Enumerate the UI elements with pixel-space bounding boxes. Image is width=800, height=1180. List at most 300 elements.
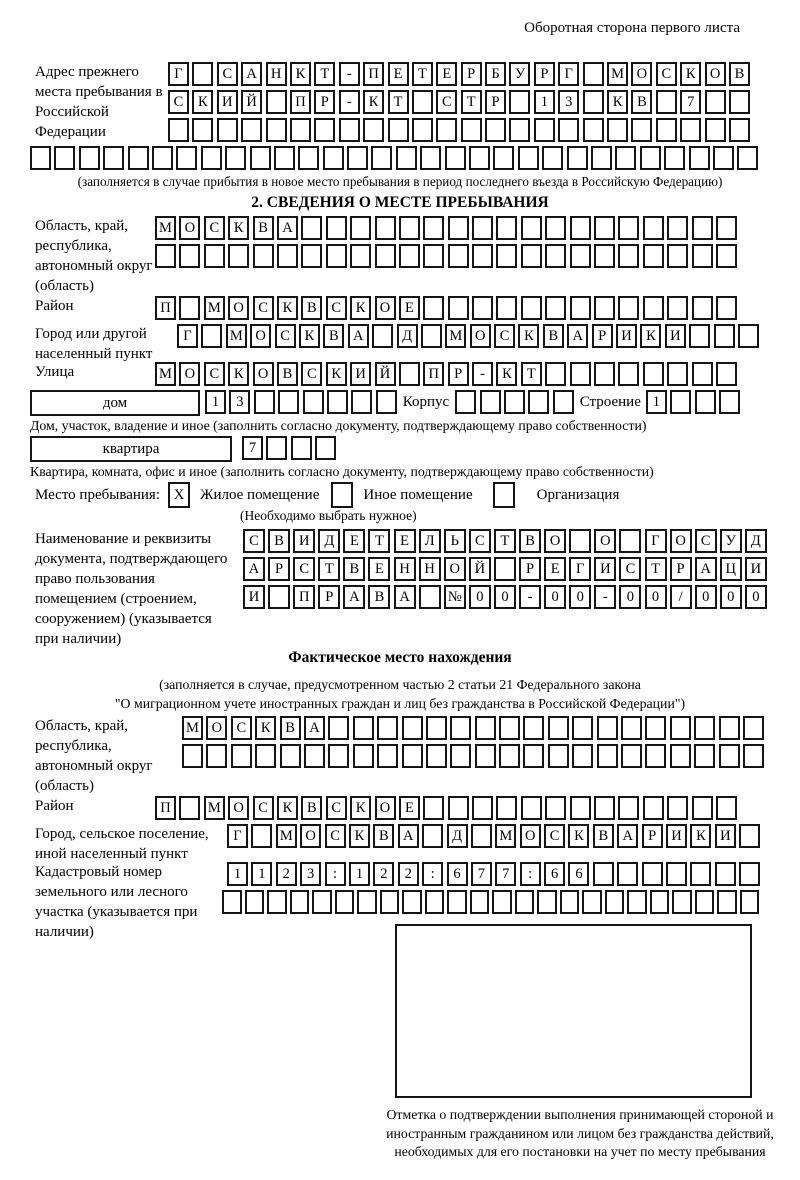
char-cell[interactable] <box>692 796 713 820</box>
char-cell[interactable] <box>402 744 423 768</box>
char-cell[interactable] <box>472 244 493 268</box>
char-cell[interactable]: К <box>518 324 539 348</box>
organizatsiya-checkbox[interactable] <box>493 482 515 508</box>
char-cell[interactable] <box>621 744 642 768</box>
char-cell[interactable]: О <box>670 529 692 553</box>
char-cell[interactable] <box>30 146 51 170</box>
char-cell[interactable] <box>422 824 443 848</box>
char-cell[interactable] <box>572 716 593 740</box>
char-cell[interactable] <box>328 716 349 740</box>
char-cell[interactable] <box>521 216 542 240</box>
char-cell[interactable] <box>499 716 520 740</box>
char-cell[interactable] <box>315 436 336 460</box>
char-cell[interactable] <box>534 118 555 142</box>
char-cell[interactable] <box>231 744 252 768</box>
char-cell[interactable]: О <box>375 796 396 820</box>
char-cell[interactable]: М <box>155 216 176 240</box>
char-cell[interactable] <box>545 244 566 268</box>
char-cell[interactable] <box>738 324 759 348</box>
char-cell[interactable]: К <box>690 824 711 848</box>
char-cell[interactable]: Т <box>318 557 340 581</box>
char-cell[interactable] <box>412 90 433 114</box>
char-cell[interactable]: : <box>325 862 346 886</box>
char-cell[interactable]: 0 <box>469 585 491 609</box>
char-cell[interactable] <box>716 296 737 320</box>
char-cell[interactable]: 0 <box>645 585 667 609</box>
char-cell[interactable]: О <box>206 716 227 740</box>
char-cell[interactable]: М <box>495 824 516 848</box>
char-cell[interactable] <box>323 146 344 170</box>
char-cell[interactable] <box>666 862 687 886</box>
char-cell[interactable]: К <box>228 216 249 240</box>
char-cell[interactable] <box>375 244 396 268</box>
char-cell[interactable]: П <box>293 585 315 609</box>
char-cell[interactable] <box>619 529 641 553</box>
char-cell[interactable] <box>327 390 348 414</box>
char-cell[interactable] <box>351 390 372 414</box>
char-cell[interactable]: К <box>680 62 701 86</box>
char-cell[interactable]: С <box>301 362 322 386</box>
char-cell[interactable] <box>469 146 490 170</box>
char-cell[interactable]: С <box>275 324 296 348</box>
char-cell[interactable] <box>523 716 544 740</box>
char-cell[interactable]: П <box>155 296 176 320</box>
char-cell[interactable] <box>509 90 530 114</box>
char-cell[interactable] <box>192 62 213 86</box>
char-cell[interactable] <box>667 362 688 386</box>
char-cell[interactable]: Р <box>268 557 290 581</box>
char-cell[interactable]: И <box>715 824 736 848</box>
char-cell[interactable] <box>312 890 332 914</box>
char-cell[interactable] <box>667 216 688 240</box>
char-cell[interactable] <box>496 296 517 320</box>
char-cell[interactable]: И <box>745 557 767 581</box>
char-cell[interactable] <box>461 118 482 142</box>
char-cell[interactable]: 0 <box>569 585 591 609</box>
char-cell[interactable]: А <box>394 585 416 609</box>
char-cell[interactable]: 0 <box>494 585 516 609</box>
char-cell[interactable] <box>423 216 444 240</box>
char-cell[interactable] <box>643 244 664 268</box>
char-cell[interactable]: В <box>543 324 564 348</box>
char-cell[interactable] <box>670 716 691 740</box>
char-cell[interactable]: 1 <box>251 862 272 886</box>
char-cell[interactable] <box>558 118 579 142</box>
char-cell[interactable] <box>335 890 355 914</box>
char-cell[interactable] <box>645 744 666 768</box>
char-cell[interactable]: 3 <box>229 390 250 414</box>
char-cell[interactable] <box>605 890 625 914</box>
char-cell[interactable]: Г <box>168 62 189 86</box>
char-cell[interactable] <box>743 716 764 740</box>
char-cell[interactable]: В <box>277 362 298 386</box>
char-cell[interactable] <box>326 216 347 240</box>
char-cell[interactable]: М <box>182 716 203 740</box>
char-cell[interactable]: Ь <box>444 529 466 553</box>
char-cell[interactable] <box>499 744 520 768</box>
char-cell[interactable]: М <box>445 324 466 348</box>
char-cell[interactable]: Е <box>544 557 566 581</box>
char-cell[interactable] <box>643 796 664 820</box>
char-cell[interactable] <box>412 118 433 142</box>
char-cell[interactable]: 1 <box>349 862 370 886</box>
char-cell[interactable] <box>496 796 517 820</box>
char-cell[interactable] <box>372 324 393 348</box>
char-cell[interactable]: 2 <box>373 862 394 886</box>
char-cell[interactable] <box>353 716 374 740</box>
char-cell[interactable] <box>548 716 569 740</box>
char-cell[interactable]: Р <box>534 62 555 86</box>
char-cell[interactable]: В <box>373 824 394 848</box>
char-cell[interactable] <box>548 744 569 768</box>
char-cell[interactable]: В <box>368 585 390 609</box>
char-cell[interactable]: Р <box>318 585 340 609</box>
char-cell[interactable]: И <box>665 324 686 348</box>
char-cell[interactable] <box>545 216 566 240</box>
char-cell[interactable] <box>277 244 298 268</box>
char-cell[interactable]: Г <box>645 529 667 553</box>
char-cell[interactable]: П <box>155 796 176 820</box>
char-cell[interactable] <box>426 744 447 768</box>
char-cell[interactable] <box>280 744 301 768</box>
char-cell[interactable]: Т <box>461 90 482 114</box>
char-cell[interactable] <box>664 146 685 170</box>
char-cell[interactable]: 6 <box>568 862 589 886</box>
char-cell[interactable] <box>222 890 242 914</box>
char-cell[interactable]: Р <box>461 62 482 86</box>
kvartira-type-box[interactable]: квартира <box>30 436 232 462</box>
char-cell[interactable]: 1 <box>227 862 248 886</box>
char-cell[interactable] <box>729 90 750 114</box>
char-cell[interactable]: О <box>179 362 200 386</box>
char-cell[interactable]: О <box>375 296 396 320</box>
char-cell[interactable] <box>448 796 469 820</box>
char-cell[interactable] <box>492 890 512 914</box>
char-cell[interactable] <box>426 716 447 740</box>
char-cell[interactable]: Д <box>397 324 418 348</box>
char-cell[interactable] <box>570 244 591 268</box>
char-cell[interactable] <box>714 324 735 348</box>
char-cell[interactable] <box>423 244 444 268</box>
char-cell[interactable] <box>719 744 740 768</box>
char-cell[interactable] <box>328 744 349 768</box>
char-cell[interactable]: / <box>670 585 692 609</box>
char-cell[interactable] <box>485 118 506 142</box>
char-cell[interactable] <box>643 216 664 240</box>
char-cell[interactable]: Т <box>645 557 667 581</box>
char-cell[interactable]: С <box>544 824 565 848</box>
char-cell[interactable] <box>353 744 374 768</box>
char-cell[interactable] <box>399 216 420 240</box>
char-cell[interactable] <box>472 796 493 820</box>
char-cell[interactable] <box>572 744 593 768</box>
char-cell[interactable] <box>716 796 737 820</box>
char-cell[interactable] <box>719 390 740 414</box>
char-cell[interactable] <box>528 390 549 414</box>
char-cell[interactable] <box>737 146 758 170</box>
char-cell[interactable]: С <box>253 296 274 320</box>
char-cell[interactable] <box>667 244 688 268</box>
char-cell[interactable] <box>155 244 176 268</box>
char-cell[interactable]: С <box>243 529 265 553</box>
char-cell[interactable]: И <box>616 324 637 348</box>
char-cell[interactable]: С <box>619 557 641 581</box>
char-cell[interactable]: С <box>168 90 189 114</box>
char-cell[interactable]: 1 <box>646 390 667 414</box>
char-cell[interactable] <box>570 296 591 320</box>
char-cell[interactable] <box>402 716 423 740</box>
char-cell[interactable] <box>201 146 222 170</box>
char-cell[interactable] <box>739 824 760 848</box>
char-cell[interactable] <box>643 296 664 320</box>
char-cell[interactable] <box>667 796 688 820</box>
char-cell[interactable] <box>537 890 557 914</box>
char-cell[interactable] <box>423 796 444 820</box>
char-cell[interactable]: О <box>544 529 566 553</box>
char-cell[interactable] <box>656 90 677 114</box>
char-cell[interactable]: Г <box>177 324 198 348</box>
char-cell[interactable]: Р <box>592 324 613 348</box>
char-cell[interactable] <box>521 796 542 820</box>
char-cell[interactable]: Н <box>419 557 441 581</box>
char-cell[interactable]: К <box>568 824 589 848</box>
char-cell[interactable]: О <box>631 62 652 86</box>
char-cell[interactable]: А <box>348 324 369 348</box>
char-cell[interactable]: Д <box>447 824 468 848</box>
char-cell[interactable] <box>570 216 591 240</box>
char-cell[interactable] <box>228 244 249 268</box>
char-cell[interactable] <box>251 824 272 848</box>
inoe-checkbox[interactable] <box>331 482 353 508</box>
char-cell[interactable]: О <box>300 824 321 848</box>
char-cell[interactable]: 0 <box>745 585 767 609</box>
char-cell[interactable] <box>399 244 420 268</box>
char-cell[interactable]: И <box>350 362 371 386</box>
char-cell[interactable]: С <box>253 796 274 820</box>
char-cell[interactable] <box>371 146 392 170</box>
char-cell[interactable] <box>542 146 563 170</box>
char-cell[interactable]: О <box>444 557 466 581</box>
char-cell[interactable] <box>567 146 588 170</box>
char-cell[interactable]: С <box>656 62 677 86</box>
char-cell[interactable] <box>740 890 760 914</box>
char-cell[interactable]: Т <box>412 62 433 86</box>
char-cell[interactable] <box>179 796 200 820</box>
char-cell[interactable] <box>225 146 246 170</box>
char-cell[interactable]: О <box>179 216 200 240</box>
char-cell[interactable]: И <box>293 529 315 553</box>
char-cell[interactable] <box>594 244 615 268</box>
char-cell[interactable]: К <box>290 62 311 86</box>
char-cell[interactable] <box>729 118 750 142</box>
char-cell[interactable] <box>152 146 173 170</box>
char-cell[interactable]: В <box>631 90 652 114</box>
char-cell[interactable] <box>375 216 396 240</box>
char-cell[interactable]: - <box>339 62 360 86</box>
char-cell[interactable]: М <box>204 796 225 820</box>
char-cell[interactable]: К <box>299 324 320 348</box>
char-cell[interactable] <box>421 324 442 348</box>
char-cell[interactable] <box>363 118 384 142</box>
char-cell[interactable]: 7 <box>471 862 492 886</box>
char-cell[interactable] <box>182 744 203 768</box>
char-cell[interactable] <box>254 390 275 414</box>
char-cell[interactable] <box>582 890 602 914</box>
char-cell[interactable]: И <box>666 824 687 848</box>
char-cell[interactable]: Б <box>485 62 506 86</box>
char-cell[interactable] <box>515 890 535 914</box>
char-cell[interactable] <box>455 390 476 414</box>
char-cell[interactable]: П <box>363 62 384 86</box>
char-cell[interactable] <box>103 146 124 170</box>
char-cell[interactable]: 6 <box>447 862 468 886</box>
char-cell[interactable] <box>594 216 615 240</box>
char-cell[interactable] <box>643 362 664 386</box>
char-cell[interactable]: М <box>276 824 297 848</box>
char-cell[interactable] <box>314 118 335 142</box>
char-cell[interactable]: - <box>594 585 616 609</box>
char-cell[interactable]: А <box>304 716 325 740</box>
char-cell[interactable] <box>388 118 409 142</box>
char-cell[interactable]: 7 <box>242 436 263 460</box>
char-cell[interactable]: Й <box>375 362 396 386</box>
char-cell[interactable] <box>594 362 615 386</box>
char-cell[interactable]: Т <box>314 62 335 86</box>
char-cell[interactable]: В <box>343 557 365 581</box>
char-cell[interactable]: - <box>519 585 541 609</box>
char-cell[interactable]: 6 <box>544 862 565 886</box>
char-cell[interactable] <box>618 796 639 820</box>
char-cell[interactable]: Ц <box>720 557 742 581</box>
char-cell[interactable] <box>523 744 544 768</box>
char-cell[interactable] <box>713 146 734 170</box>
char-cell[interactable] <box>357 890 377 914</box>
char-cell[interactable]: Е <box>399 796 420 820</box>
char-cell[interactable]: Р <box>670 557 692 581</box>
char-cell[interactable]: М <box>204 296 225 320</box>
char-cell[interactable]: О <box>228 796 249 820</box>
char-cell[interactable] <box>591 146 612 170</box>
char-cell[interactable] <box>470 890 490 914</box>
char-cell[interactable]: В <box>280 716 301 740</box>
char-cell[interactable] <box>618 362 639 386</box>
char-cell[interactable] <box>509 118 530 142</box>
char-cell[interactable]: 2 <box>276 862 297 886</box>
char-cell[interactable] <box>689 324 710 348</box>
char-cell[interactable] <box>583 90 604 114</box>
char-cell[interactable] <box>128 146 149 170</box>
char-cell[interactable]: К <box>350 296 371 320</box>
char-cell[interactable] <box>705 118 726 142</box>
char-cell[interactable] <box>298 146 319 170</box>
char-cell[interactable] <box>204 244 225 268</box>
char-cell[interactable] <box>396 146 417 170</box>
char-cell[interactable] <box>402 890 422 914</box>
char-cell[interactable] <box>350 244 371 268</box>
char-cell[interactable] <box>179 296 200 320</box>
char-cell[interactable] <box>471 824 492 848</box>
char-cell[interactable]: С <box>436 90 457 114</box>
char-cell[interactable]: 1 <box>205 390 226 414</box>
char-cell[interactable]: К <box>277 296 298 320</box>
char-cell[interactable]: Д <box>745 529 767 553</box>
char-cell[interactable] <box>448 296 469 320</box>
char-cell[interactable]: А <box>617 824 638 848</box>
char-cell[interactable]: 0 <box>619 585 641 609</box>
char-cell[interactable] <box>593 862 614 886</box>
char-cell[interactable]: М <box>226 324 247 348</box>
char-cell[interactable] <box>642 862 663 886</box>
char-cell[interactable] <box>615 146 636 170</box>
char-cell[interactable] <box>266 118 287 142</box>
char-cell[interactable] <box>301 216 322 240</box>
char-cell[interactable] <box>245 890 265 914</box>
char-cell[interactable] <box>656 118 677 142</box>
char-cell[interactable] <box>618 244 639 268</box>
char-cell[interactable] <box>475 744 496 768</box>
char-cell[interactable]: М <box>607 62 628 86</box>
char-cell[interactable]: 2 <box>398 862 419 886</box>
char-cell[interactable]: С <box>293 557 315 581</box>
char-cell[interactable]: Г <box>227 824 248 848</box>
char-cell[interactable]: И <box>594 557 616 581</box>
char-cell[interactable] <box>255 744 276 768</box>
char-cell[interactable]: В <box>593 824 614 848</box>
char-cell[interactable] <box>583 62 604 86</box>
char-cell[interactable] <box>631 118 652 142</box>
char-cell[interactable] <box>583 118 604 142</box>
char-cell[interactable] <box>694 716 715 740</box>
char-cell[interactable] <box>618 296 639 320</box>
char-cell[interactable]: Т <box>521 362 542 386</box>
char-cell[interactable]: Е <box>343 529 365 553</box>
char-cell[interactable] <box>690 862 711 886</box>
char-cell[interactable]: С <box>204 362 225 386</box>
char-cell[interactable]: Н <box>266 62 287 86</box>
char-cell[interactable]: 0 <box>695 585 717 609</box>
char-cell[interactable] <box>79 146 100 170</box>
char-cell[interactable]: Й <box>469 557 491 581</box>
char-cell[interactable]: Е <box>436 62 457 86</box>
char-cell[interactable]: К <box>363 90 384 114</box>
char-cell[interactable]: М <box>155 362 176 386</box>
char-cell[interactable] <box>472 296 493 320</box>
char-cell[interactable]: Р <box>448 362 469 386</box>
char-cell[interactable] <box>266 90 287 114</box>
char-cell[interactable] <box>719 716 740 740</box>
char-cell[interactable] <box>290 118 311 142</box>
char-cell[interactable] <box>680 118 701 142</box>
char-cell[interactable]: - <box>339 90 360 114</box>
char-cell[interactable] <box>445 146 466 170</box>
char-cell[interactable] <box>743 744 764 768</box>
char-cell[interactable]: О <box>228 296 249 320</box>
char-cell[interactable]: - <box>472 362 493 386</box>
char-cell[interactable]: 3 <box>300 862 321 886</box>
char-cell[interactable] <box>423 296 444 320</box>
char-cell[interactable] <box>521 296 542 320</box>
char-cell[interactable] <box>716 362 737 386</box>
char-cell[interactable] <box>695 890 715 914</box>
char-cell[interactable] <box>607 118 628 142</box>
char-cell[interactable] <box>377 716 398 740</box>
char-cell[interactable] <box>301 244 322 268</box>
char-cell[interactable]: Р <box>314 90 335 114</box>
char-cell[interactable] <box>692 296 713 320</box>
char-cell[interactable]: Н <box>394 557 416 581</box>
char-cell[interactable]: К <box>349 824 370 848</box>
char-cell[interactable] <box>206 744 227 768</box>
